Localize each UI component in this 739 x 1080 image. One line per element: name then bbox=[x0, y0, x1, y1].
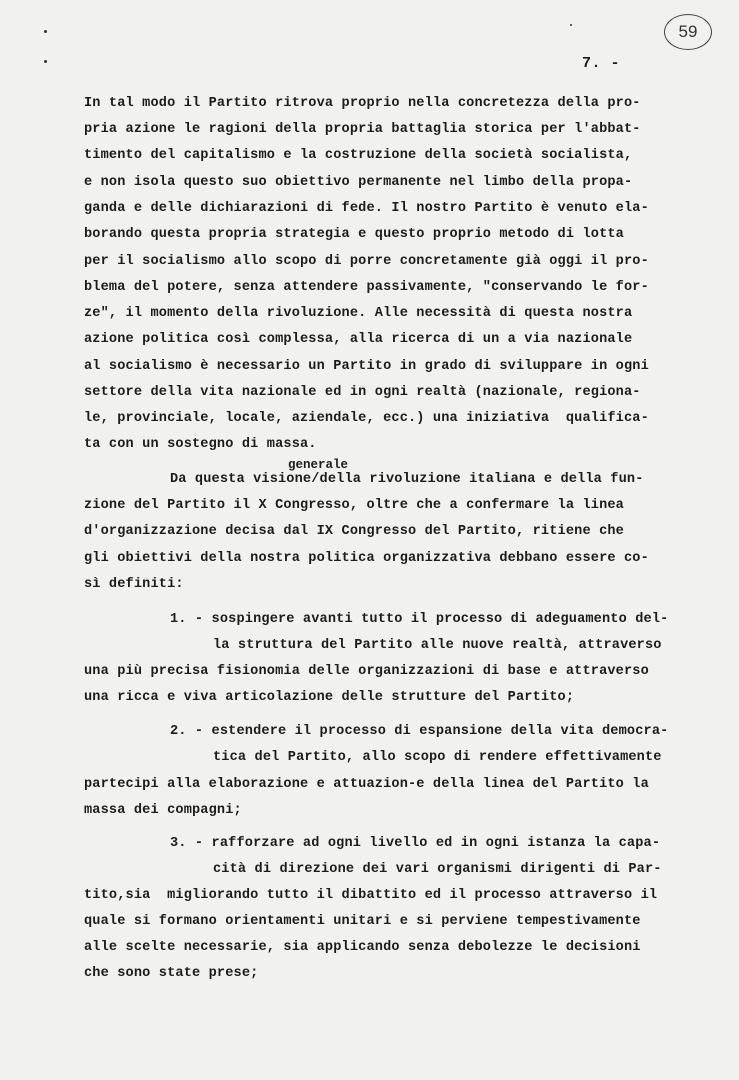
text-line: alle scelte necessarie, sia applicando senza debolezze le decisioni bbox=[84, 940, 641, 955]
list-item-lead: 3. - rafforzare ad ogni livello ed in ogni istanza la capa- bbox=[170, 836, 661, 851]
text-line: e non isola questo suo obiettivo permanente nel limbo della propa- bbox=[84, 175, 633, 190]
text-line: massa dei compagni; bbox=[84, 803, 242, 818]
text-line: le, provinciale, locale, aziendale, ecc.) una iniziativa qualifica- bbox=[84, 411, 649, 426]
text-line: una ricca e viva articolazione delle strutture del Partito; bbox=[84, 690, 575, 705]
page-number: 7. - bbox=[582, 55, 621, 72]
ink-speck bbox=[570, 24, 572, 26]
text-line: tica del Partito, allo scopo di rendere effettivamente bbox=[213, 750, 662, 765]
text-line: al socialismo è necessario un Partito in grado di sviluppare in ogni bbox=[84, 359, 649, 374]
text-line: una più precisa fisionomia delle organizzazioni di base e attraverso bbox=[84, 664, 649, 679]
text-line: pria azione le ragioni della propria battaglia storica per l'abbat- bbox=[84, 122, 641, 137]
text-line: gli obiettivi della nostra politica organizzativa debbano essere co- bbox=[84, 551, 649, 566]
page-stamp: 59 bbox=[664, 14, 712, 50]
text-line: quale si formano orientamenti unitari e si perviene tempestivamente bbox=[84, 914, 641, 929]
text-line: Da questa visione/della rivoluzione italiana e della fun- bbox=[170, 472, 644, 487]
text-line: azione politica così complessa, alla ricerca di un a via nazionale bbox=[84, 332, 633, 347]
handwritten-insertion: generale bbox=[288, 458, 349, 472]
ink-speck bbox=[44, 30, 47, 33]
text-line: settore della vita nazionale ed in ogni realtà (nazionale, regiona- bbox=[84, 385, 641, 400]
text-line: ganda e delle dichiarazioni di fede. Il nostro Partito è venuto ela- bbox=[84, 201, 649, 216]
text-line: blema del potere, senza attendere passivamente, "conservando le for- bbox=[84, 280, 649, 295]
text-line: timento del capitalismo e la costruzione della società socialista, bbox=[84, 148, 633, 163]
text-line: d'organizzazione decisa dal IX Congresso del Partito, ritiene che bbox=[84, 524, 624, 539]
text-line: per il socialismo allo scopo di porre concretamente già oggi il pro- bbox=[84, 254, 649, 269]
text-line: ze", il momento della rivoluzione. Alle necessità di questa nostra bbox=[84, 306, 633, 321]
text-line: cità di direzione dei vari organismi dirigenti di Par- bbox=[213, 862, 662, 877]
text-line: partecipi alla elaborazione e attuazion-e della linea del Partito la bbox=[84, 777, 649, 792]
text-line: tito,sia migliorando tutto il dibattito ed il processo attraverso il bbox=[84, 888, 658, 903]
ink-speck bbox=[44, 60, 47, 63]
text-line: che sono state prese; bbox=[84, 966, 259, 981]
text-line: ta con un sostegno di massa. bbox=[84, 437, 317, 452]
text-line: la struttura del Partito alle nuove realtà, attraverso bbox=[213, 638, 662, 653]
text-line: zione del Partito il X Congresso, oltre che a confermare la linea bbox=[84, 498, 624, 513]
list-item-lead: 2. - estendere il processo di espansione della vita democra- bbox=[170, 724, 669, 739]
text-line: borando questa propria strategia e questo proprio metodo di lotta bbox=[84, 227, 624, 242]
list-item-lead: 1. - sospingere avanti tutto il processo di adeguamento del- bbox=[170, 612, 669, 627]
text-line: sì definiti: bbox=[84, 577, 184, 592]
text-line: In tal modo il Partito ritrova proprio nella concretezza della pro- bbox=[84, 96, 641, 111]
